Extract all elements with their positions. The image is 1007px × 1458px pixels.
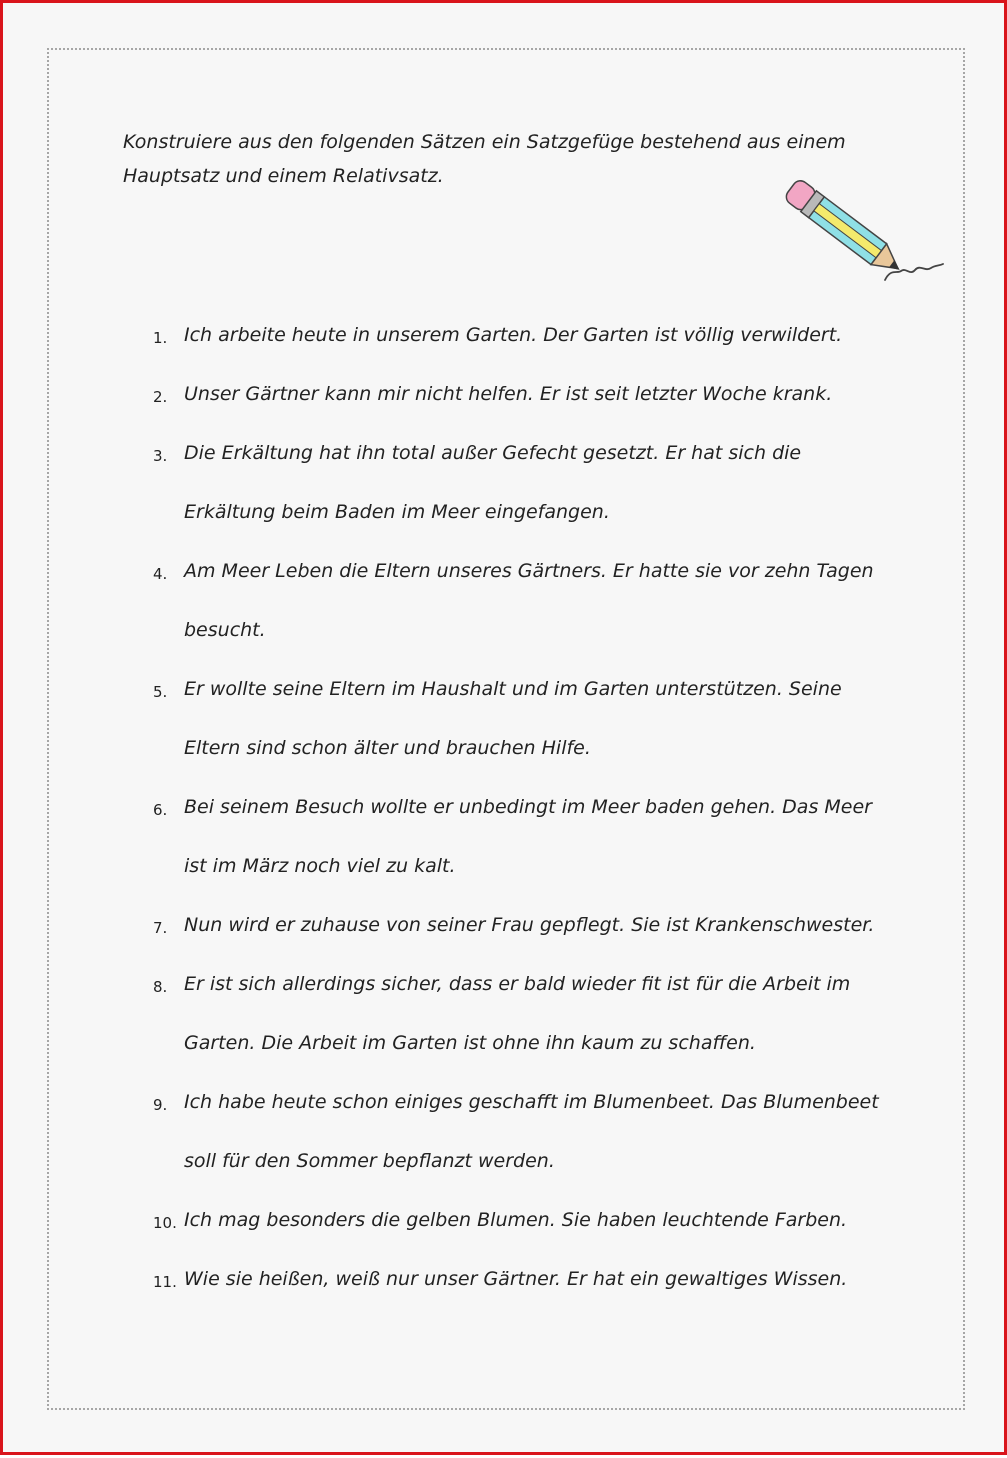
task-number: 5. xyxy=(153,683,168,701)
task-list xyxy=(3,3,1007,1458)
task-text-line: Ich mag besonders die gelben Blumen. Sie haben leuchtende Farben. xyxy=(184,1209,848,1231)
task-text-line: besucht. xyxy=(184,619,266,641)
task-number: 3. xyxy=(153,447,168,465)
instruction-line-2: Hauptsatz und einem Relativsatz. xyxy=(123,165,444,187)
task-number: 10. xyxy=(153,1214,177,1232)
task-text-line: Eltern sind schon älter und brauchen Hilfe. xyxy=(184,737,591,759)
task-text-line: Wie sie heißen, weiß nur unser Gärtner. Er hat ein gewaltiges Wissen. xyxy=(184,1268,848,1290)
task-text-line: Unser Gärtner kann mir nicht helfen. Er ist seit letzter Woche krank. xyxy=(184,383,833,405)
task-number: 9. xyxy=(153,1096,168,1114)
instruction-line-1: Konstruiere aus den folgenden Sätzen ein Satzgefüge bestehend aus einem xyxy=(123,131,846,153)
task-text-line: Bei seinem Besuch wollte er unbedingt im Meer baden gehen. Das Meer xyxy=(184,796,872,818)
task-text-line: Ich habe heute schon einiges geschafft im Blumenbeet. Das Blumenbeet xyxy=(184,1091,879,1113)
task-text-line: Erkältung beim Baden im Meer eingefangen. xyxy=(184,501,610,523)
task-text-line: Er wollte seine Eltern im Haushalt und im Garten unterstützen. Seine xyxy=(184,678,842,700)
task-number: 7. xyxy=(153,919,168,937)
task-text-line: soll für den Sommer bepflanzt werden. xyxy=(184,1150,555,1172)
task-number: 11. xyxy=(153,1273,177,1291)
task-text-line: Garten. Die Arbeit im Garten ist ohne ihn kaum zu schaffen. xyxy=(184,1032,756,1054)
task-text-line: ist im März noch viel zu kalt. xyxy=(184,855,456,877)
task-text-line: Nun wird er zuhause von seiner Frau gepflegt. Sie ist Krankenschwester. xyxy=(184,914,875,936)
task-number: 1. xyxy=(153,329,168,347)
task-text-line: Ich arbeite heute in unserem Garten. Der Garten ist völlig verwildert. xyxy=(184,324,843,346)
task-number: 4. xyxy=(153,565,168,583)
task-text-line: Er ist sich allerdings sicher, dass er bald wieder fit ist für die Arbeit im xyxy=(184,973,851,995)
task-number: 8. xyxy=(153,978,168,996)
task-text-line: Am Meer Leben die Eltern unseres Gärtners. Er hatte sie vor zehn Tagen xyxy=(184,560,874,582)
task-number: 6. xyxy=(153,801,168,819)
task-text-line: Die Erkältung hat ihn total außer Gefecht gesetzt. Er hat sich die xyxy=(184,442,802,464)
task-number: 2. xyxy=(153,388,168,406)
